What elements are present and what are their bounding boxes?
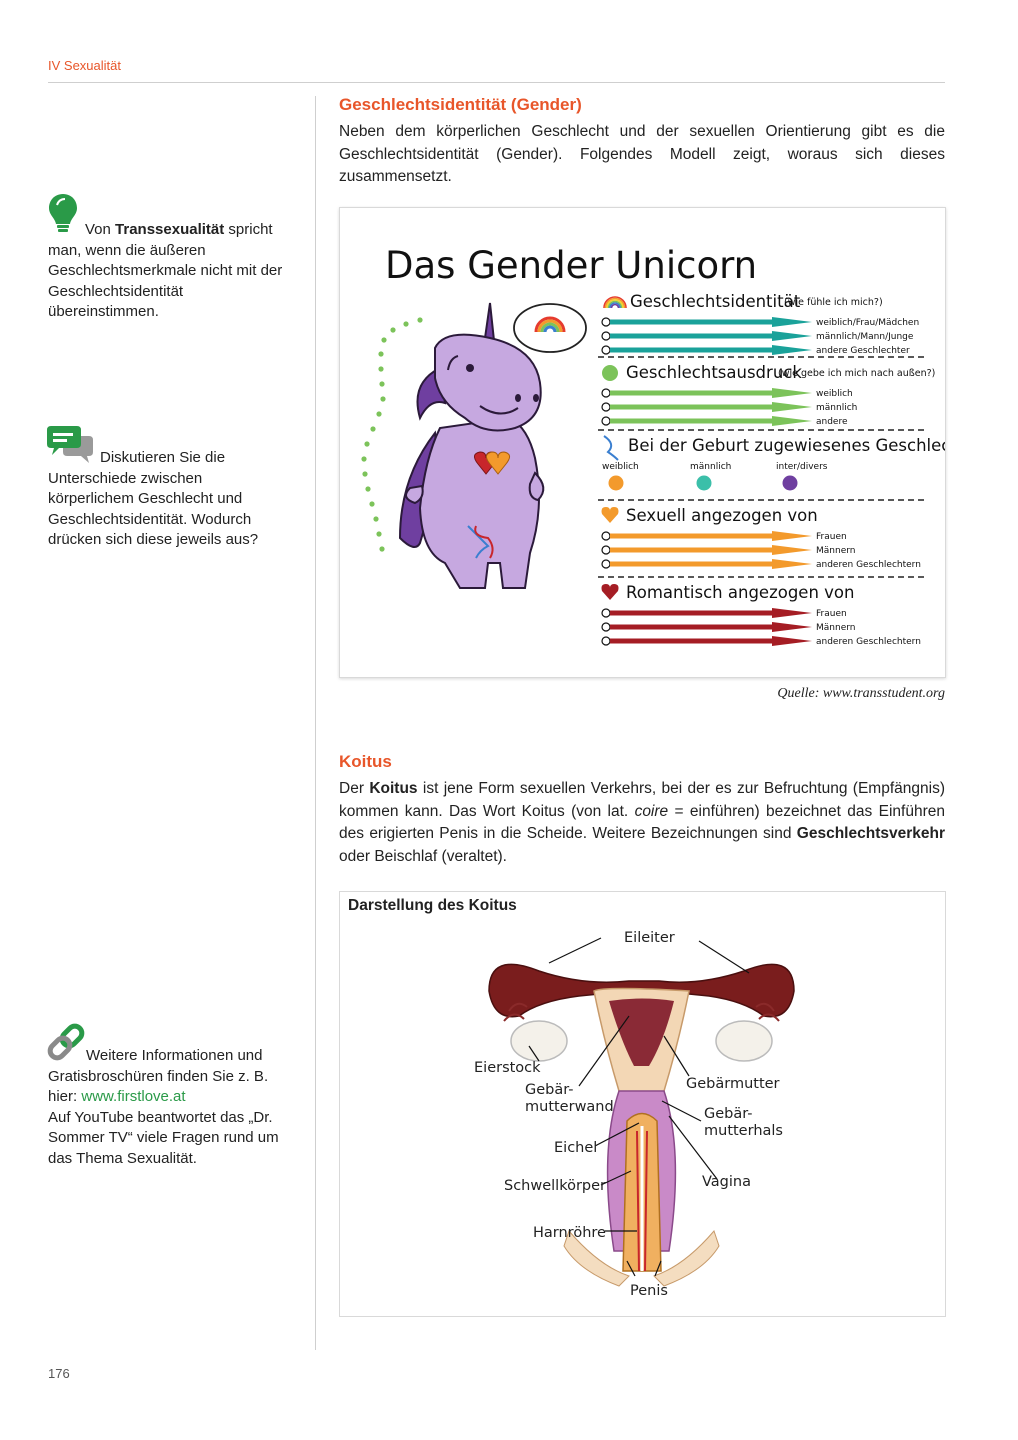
para-text: Der (339, 780, 370, 797)
scale-arrowhead (772, 388, 812, 398)
firstlove-link[interactable]: www.firstlove.at (81, 1088, 186, 1105)
note-bold-term: Transsexualität (115, 221, 225, 238)
scale-end-label: Männern (816, 623, 856, 633)
unicorn-character (400, 303, 543, 588)
label-gebaermutter: Gebärmutter (686, 1076, 780, 1092)
para-italic-term: coire (634, 802, 669, 820)
scale-end-label: weiblich (816, 389, 853, 399)
label-gebaermutterwand-1: Gebär- (525, 1082, 574, 1098)
scale-end-label: männlich (816, 403, 858, 413)
sidenote-more-info (48, 1046, 288, 1169)
birth-option-label: inter/divers (776, 462, 828, 472)
scale-start-circle (602, 332, 610, 340)
scale-start-circle (602, 389, 610, 397)
gender-unicorn-graphic (340, 208, 945, 677)
unicorn-title: Das Gender Unicorn (385, 244, 758, 287)
unicorn-section-1 (598, 292, 928, 357)
scale-arrowhead (772, 345, 812, 355)
scale-start-circle (602, 637, 610, 645)
label-eierstock: Eierstock (474, 1060, 541, 1076)
scale-end-label: männlich/Mann/Junge (816, 332, 914, 342)
note-text: Von (85, 221, 116, 238)
label-eileiter: Eileiter (624, 930, 675, 946)
header-divider (48, 82, 945, 83)
unicorn-section-2 (598, 363, 935, 430)
ovary-left (511, 1021, 567, 1061)
birth-option-label: männlich (690, 462, 732, 472)
section-label: Geschlechtsausdruck (626, 363, 802, 382)
birth-option-dot (609, 476, 624, 491)
scale-end-label: anderen Geschlechtern (816, 560, 921, 570)
scale-arrowhead (772, 402, 812, 412)
note-text: spricht man, wenn die äußeren Geschlechtsmerkmale nicht mit der Geschlechtsidentität übereinstimmen. (48, 221, 283, 320)
para-bold-term: Koitus (369, 780, 418, 797)
gender-unicorn-figure (339, 207, 946, 678)
note-text: Auf YouTube beantwortet das „Dr. Sommer TV“ viele Fragen rund um das Thema Sexualität. (48, 1108, 279, 1167)
label-gebaermutterhals-1: Gebär- (704, 1106, 753, 1122)
scale-arrowhead (772, 622, 812, 632)
paragraph-koitus (339, 778, 945, 868)
scale-start-circle (602, 560, 610, 568)
birth-option-label: weiblich (602, 462, 639, 472)
anatomy-illustration (339, 891, 944, 1315)
scale-arrowhead (772, 608, 812, 618)
column-divider (315, 96, 316, 1350)
sidenote-discussion: Diskutieren Sie die Unterschiede zwischen körperlichem Geschlecht und Geschlechtsidentität. Wodurch drücken sich diese jeweils aus? (48, 449, 259, 548)
section-label: Romantisch angezogen von (626, 583, 855, 602)
label-schwellkoerper: Schwellkörper (504, 1178, 607, 1194)
chapter-header: IV Sexualität (48, 58, 121, 73)
section-label: Geschlechtsidentität (630, 292, 801, 311)
scale-arrowhead (772, 317, 812, 327)
unicorn-section-4 (598, 506, 928, 577)
koitus-figure-title: Darstellung des Koitus (348, 897, 517, 914)
rainbow-icon-arc (612, 305, 619, 309)
label-penis: Penis (630, 1283, 668, 1299)
scale-arrowhead (772, 636, 812, 646)
birth-option-dot (783, 476, 798, 491)
unicorn-section-5 (602, 583, 921, 647)
para-text: ist jene Form sexuellen Verkehrs, bei der es zur Befruchtung (Empfängnis) kommen kann. Das Wort Koitus (von lat. (339, 780, 945, 820)
scale-end-label: andere Geschlechter (816, 346, 910, 356)
scale-arrowhead (772, 545, 812, 555)
green-circle-icon (602, 365, 618, 381)
scale-arrowhead (772, 416, 812, 426)
scale-start-circle (602, 623, 610, 631)
scale-start-circle (602, 417, 610, 425)
label-vagina: Vagina (702, 1174, 751, 1190)
scale-start-circle (602, 403, 610, 411)
scale-arrowhead (772, 559, 812, 569)
scale-arrowhead (772, 331, 812, 341)
scale-start-circle (602, 532, 610, 540)
para-bold-term: Geschlechtsverkehr (796, 825, 945, 842)
scale-end-label: anderen Geschlechtern (816, 637, 921, 647)
sidenote-transsexuality (48, 220, 288, 323)
paragraph-gender: Neben dem körperlichen Geschlecht und der sexuellen Orientierung gibt es die Geschlechtsidentität (Gender). Folgendes Modell zeigt, woraus sich dieses zusammensetzt. (339, 123, 945, 185)
page-number: 176 (48, 1366, 70, 1381)
figure-source: Quelle: www.transstudent.org (777, 686, 945, 701)
scale-end-label: Männern (816, 546, 856, 556)
section-heading-gender: Geschlechtsidentität (Gender) (339, 95, 582, 114)
para-text: oder Beischlaf (veraltet). (339, 847, 507, 865)
unicorn-sections (598, 292, 945, 647)
scale-end-label: Frauen (816, 532, 847, 542)
unicorn-section-3 (598, 436, 945, 500)
section-heading-koitus: Koitus (339, 752, 392, 771)
section-sublabel: (wie fühle ich mich?) (784, 297, 883, 308)
section-label: Sexuell angezogen von (626, 506, 818, 525)
section-label: Bei der Geburt zugewiesenes Geschlecht (628, 436, 945, 455)
label-harnroehre: Harnröhre (533, 1225, 606, 1241)
scale-end-label: Frauen (816, 609, 847, 619)
scale-start-circle (602, 346, 610, 354)
red-heart-icon (602, 584, 619, 600)
para-text: = einführen) bezeichnet das Einführen des erigierten Penis in die Scheide. Weitere Bezeichnungen sind (339, 802, 945, 842)
scale-arrowhead (772, 531, 812, 541)
label-gebaermutterhals-2: mutterhals (704, 1123, 783, 1139)
ovary-right (716, 1021, 772, 1061)
scale-end-label: weiblich/Frau/Mädchen (816, 318, 920, 328)
scale-start-circle (602, 318, 610, 326)
label-gebaermutterwand-2: mutterwand (525, 1099, 614, 1115)
scale-start-circle (602, 609, 610, 617)
scale-start-circle (602, 546, 610, 554)
scale-end-label: andere (816, 417, 848, 427)
dna-icon (604, 436, 618, 460)
section-sublabel: (wie gebe ich mich nach außen?) (778, 368, 936, 379)
birth-option-dot (697, 476, 712, 491)
orange-heart-icon (602, 507, 619, 523)
note-text: Weitere Informationen und Gratisbroschüren finden Sie z. B. hier: (48, 1047, 269, 1105)
label-eichel: Eichel (554, 1140, 598, 1156)
